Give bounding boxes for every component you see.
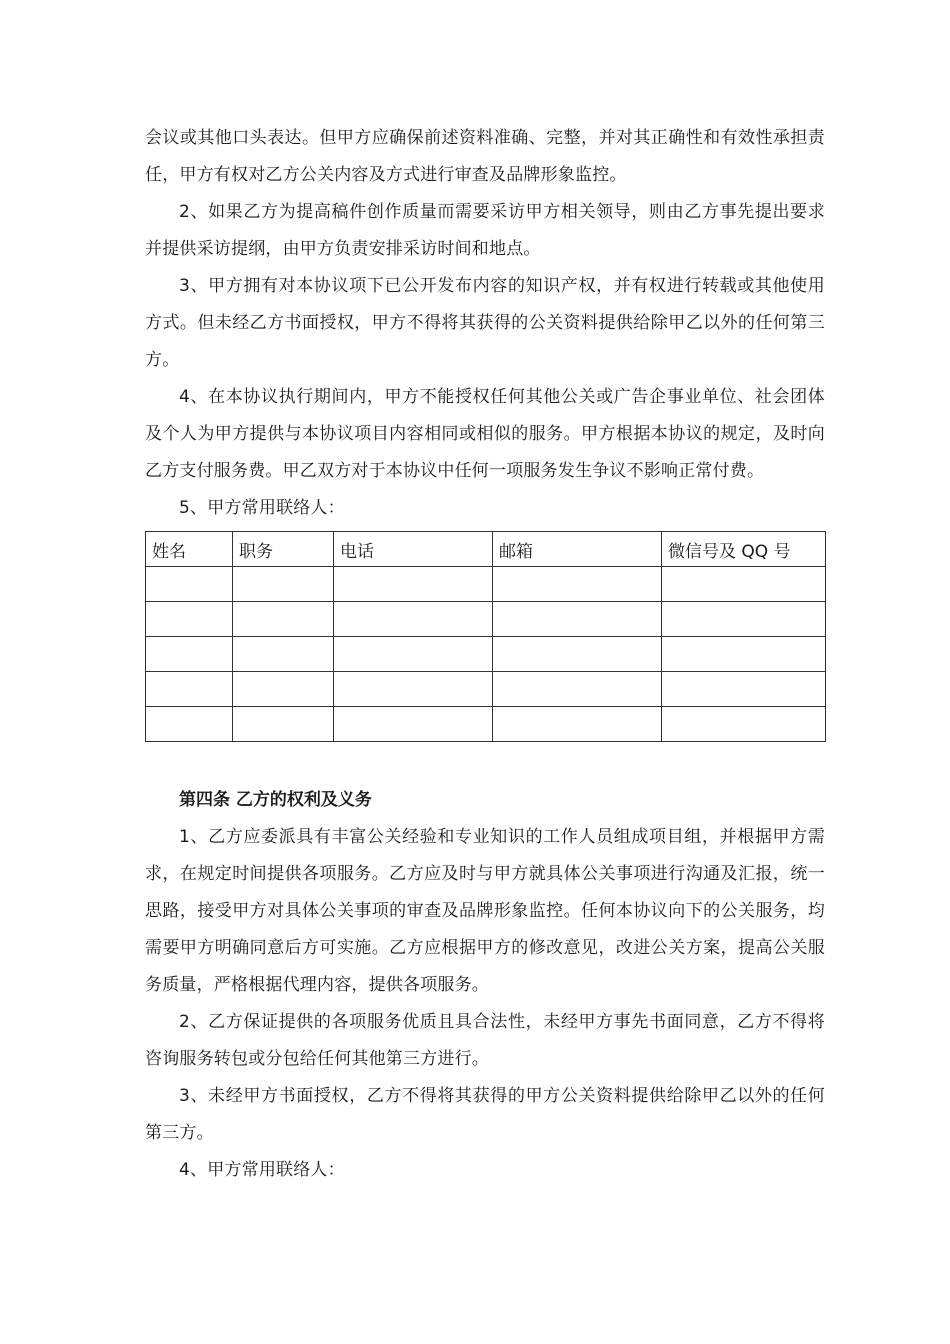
table-cell <box>493 602 662 637</box>
clause-3-item-4: 4、在本协议执行期间内，甲方不能授权任何其他公关或广告企事业单位、社会团体及个人为甲方提供与本协议项目内容相同或相似的服务。甲方根据本协议的规定，及时向乙方支付服务费。甲乙双方对于本协议中任何一项服务发生争议不影响正常付费。 <box>145 387 825 481</box>
table-cell <box>662 672 826 707</box>
table-cell <box>334 637 493 672</box>
table-cell <box>233 707 334 742</box>
table-cell <box>233 567 334 602</box>
table-cell <box>493 567 662 602</box>
table-cell <box>146 637 233 672</box>
table-header-row <box>146 532 826 567</box>
table-cell <box>233 602 334 637</box>
clause-4-item-1: 1、乙方应委派具有丰富公关经验和专业知识的工作人员组成项目组，并根据甲方需求，在规定时间提供各项服务。乙方应及时与甲方就具体公关事项进行沟通及汇报，统一思路，接受甲方对具体公关事项的审查及品牌形象监控。任何本协议向下的公关服务，均需要甲方明确同意后方可实施。乙方应根据甲方的修改意见，改进公关方案，提高公关服务质量，严格根据代理内容，提供各项服务。 <box>145 827 825 995</box>
table-cell <box>334 567 493 602</box>
table-cell <box>662 707 826 742</box>
table-row <box>146 707 826 742</box>
clause-4-item-2: 2、乙方保证提供的各项服务优质且具合法性，未经甲方事先书面同意，乙方不得将咨询服务转包或分包给任何其他第三方进行。 <box>145 1012 825 1069</box>
clause-4-item-3: 3、未经甲方书面授权，乙方不得将其获得的甲方公关资料提供给除甲乙以外的任何第三方。 <box>145 1086 825 1143</box>
contact-table <box>145 531 826 742</box>
table-cell <box>334 707 493 742</box>
table-cell <box>493 637 662 672</box>
table-row <box>146 637 826 672</box>
table-cell <box>146 602 233 637</box>
table-cell <box>662 567 826 602</box>
table-cell <box>146 567 233 602</box>
table-cell <box>662 637 826 672</box>
table-cell <box>334 672 493 707</box>
table-cell <box>493 707 662 742</box>
document-page <box>145 120 825 1189</box>
clause-4-heading: 第四条 乙方的权利及义务 <box>179 790 372 810</box>
clause-3-item-5: 5、甲方常用联络人： <box>179 498 345 518</box>
clause-3-item-2: 2、如果乙方为提高稿件创作质量而需要采访甲方相关领导，则由乙方事先提出要求并提供采访提纲，由甲方负责安排采访时间和地点。 <box>145 202 825 259</box>
header-name: 姓名 <box>146 532 233 567</box>
table-cell <box>662 602 826 637</box>
table-cell <box>233 672 334 707</box>
table-cell <box>146 707 233 742</box>
continued-paragraph: 会议或其他口头表达。但甲方应确保前述资料准确、完整，并对其正确性和有效性承担责任，甲方有权对乙方公关内容及方式进行审查及品牌形象监控。 <box>145 128 825 185</box>
table-cell <box>493 672 662 707</box>
table-cell <box>334 602 493 637</box>
table-row <box>146 672 826 707</box>
header-wechat-qq: 微信号及 QQ 号 <box>662 532 826 567</box>
header-position: 职务 <box>233 532 334 567</box>
table-cell <box>146 672 233 707</box>
table-cell <box>233 637 334 672</box>
header-email: 邮箱 <box>493 532 662 567</box>
header-phone: 电话 <box>334 532 493 567</box>
table-row <box>146 567 826 602</box>
clause-4-item-4: 4、甲方常用联络人： <box>179 1160 345 1180</box>
table-row <box>146 602 826 637</box>
clause-3-item-3: 3、甲方拥有对本协议项下已公开发布内容的知识产权，并有权进行转载或其他使用方式。但未经乙方书面授权，甲方不得将其获得的公关资料提供给除甲乙以外的任何第三方。 <box>145 276 825 370</box>
